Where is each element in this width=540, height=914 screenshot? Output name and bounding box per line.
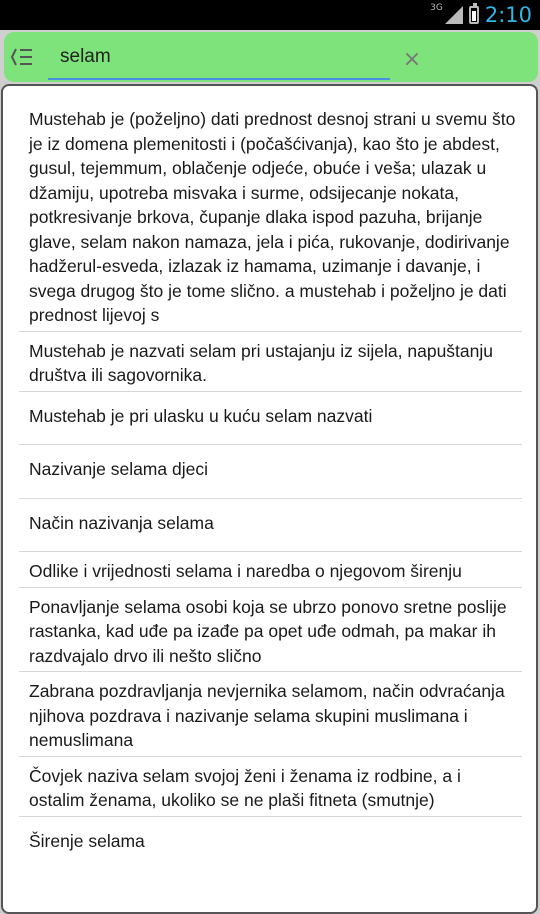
close-icon[interactable]: × [402,47,422,72]
list-item[interactable]: Mustehab je (poželjno) dati prednost desnoj strani u svemu što je iz domena plemenitosti i (počašćivanja), kao što je abdest, gusul, tejemmum, oblačenje odjeće, obuće i veša; ulazak u džamiju, upotreba misvaka i surme, odsijecanje nokata, potkresivanje brkova, čupanje dlaka ispod pazuha, brijanje glave, selam nakon namaza, jela i pića, rukovanje, dodirivanje hadžerul-esveda, izlazak iz hamama, uzimanje i davanje, i svega drugog što je tome slično. a mustehab i poželjno je dati prednost lijevoj s [19,100,522,332]
list-item[interactable]: Ponavljanje selama osobi koja se ubrzo ponovo sretne poslije rastanka, kad uđe pa izađe pa opet uđe odmah, pa makar ih razdvajalo drvo ili nešto slično [19,588,522,673]
list-item[interactable]: Odlike i vrijednosti selama i naredba o njegovom širenju [19,552,522,588]
action-bar [0,30,540,86]
results-card [1,84,538,914]
signal-icon [445,6,463,24]
network-type: 3G [430,3,443,13]
list-item[interactable]: Mustehab je pri ulasku u kuću selam nazvati [19,392,522,446]
clock: 2:10 [484,3,532,27]
drawer-back-icon[interactable] [10,46,34,68]
battery-icon [469,6,479,24]
list-item[interactable]: Nazivanje selama djeci [19,445,522,499]
status-icons [430,0,532,30]
results-list [3,86,536,869]
search-query[interactable]: selam [60,46,111,67]
list-item[interactable]: Način nazivanja selama [19,499,522,553]
status-bar [0,0,540,30]
list-item[interactable]: Zabrana pozdravljanja nevjernika selamom, način odvraćanja njihova pozdrava i nazivanje selama skupini muslimana i nemuslimana [19,672,522,757]
list-item[interactable]: Čovjek naziva selam svojoj ženi i ženama iz rodbine, a i ostalim ženama, ukoliko se ne plaši fitneta (smutnje) [19,757,522,817]
list-item[interactable]: Širenje selama [29,830,145,851]
search-bar [4,32,538,82]
list-item[interactable]: Mustehab je nazvati selam pri ustajanju iz sijela, napuštanju društva ili sagovornika. [19,332,522,392]
search-input[interactable] [48,38,422,80]
